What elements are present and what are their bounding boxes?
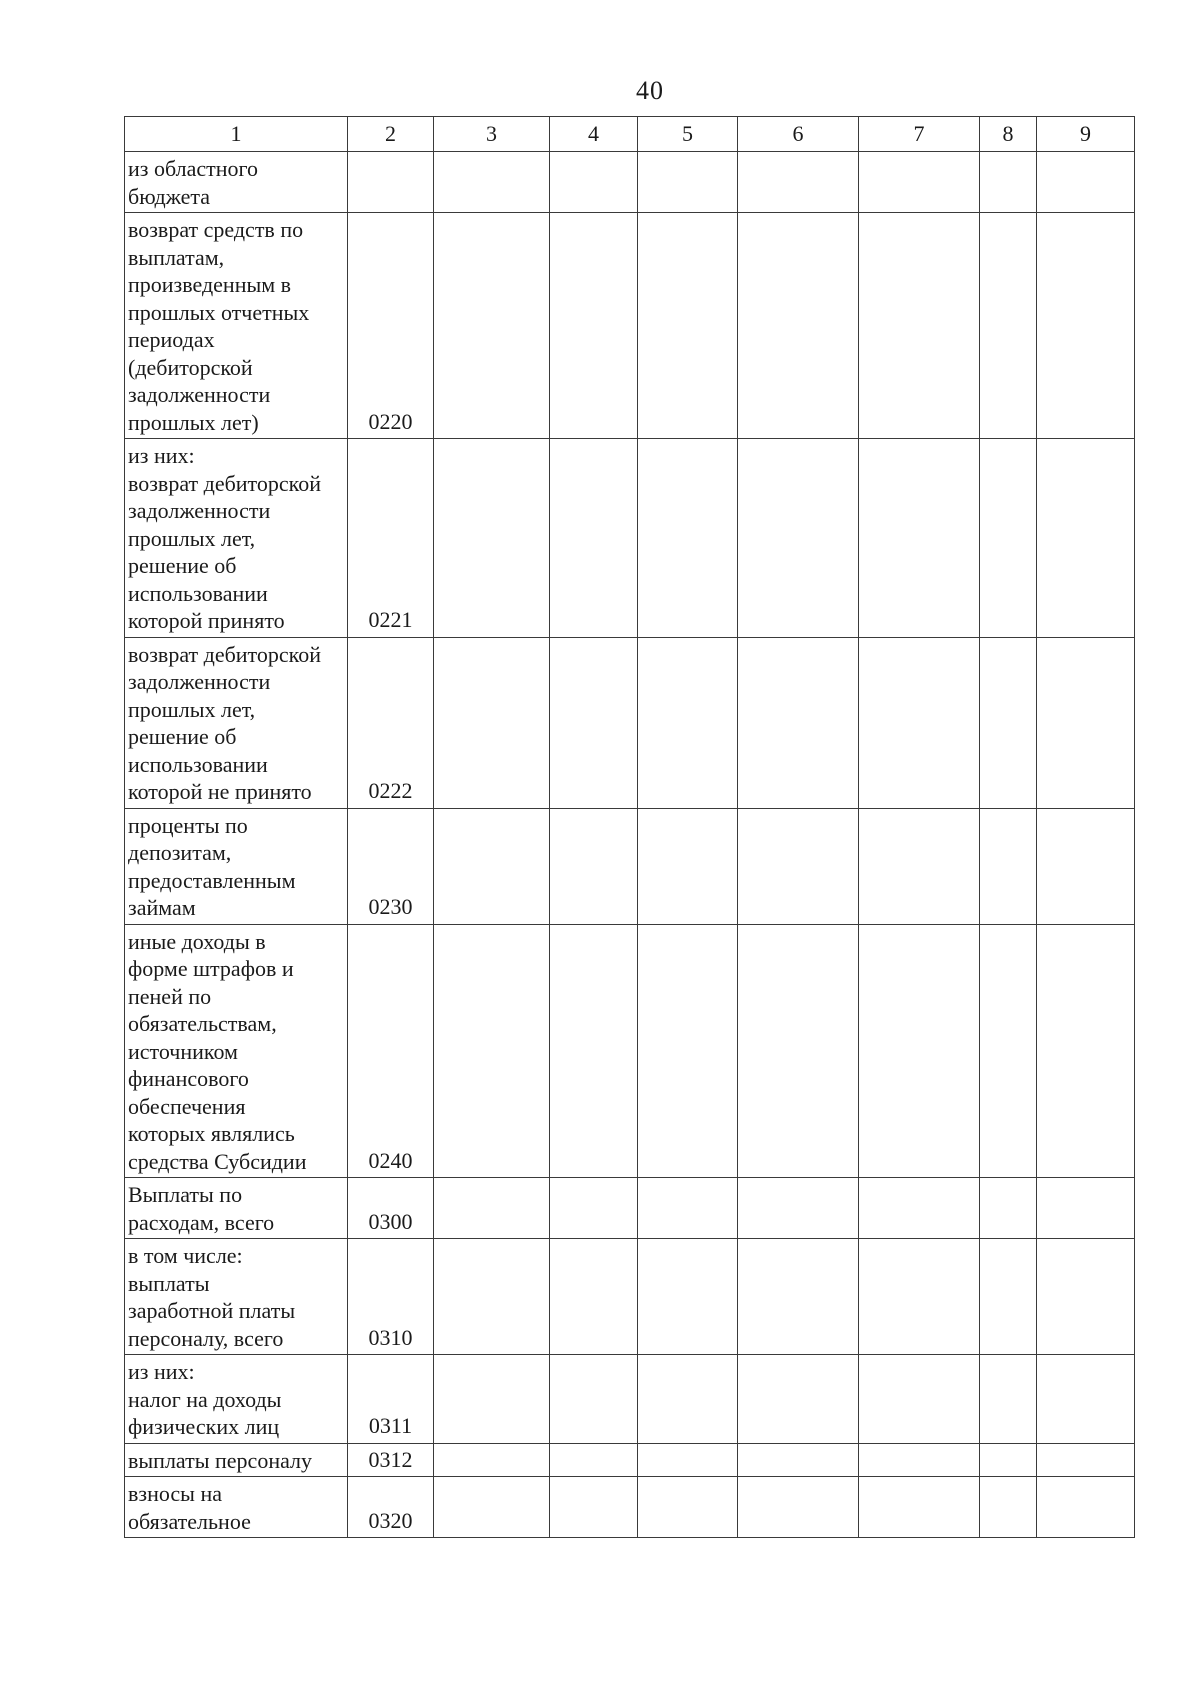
row-description: возврат дебиторской задолженности прошлых лет, решение об использовании которой не принято <box>125 637 348 808</box>
row-cell-col-5 <box>638 1239 738 1355</box>
row-cell-col-3 <box>434 1443 550 1477</box>
row-cell-col-9 <box>1037 152 1135 213</box>
row-cell-col-9 <box>1037 1477 1135 1538</box>
row-cell-col-3 <box>434 1477 550 1538</box>
column-header-7: 7 <box>859 117 980 152</box>
row-code: 0220 <box>348 213 434 439</box>
row-cell-col-5 <box>638 1477 738 1538</box>
row-code: 0320 <box>348 1477 434 1538</box>
row-cell-col-4 <box>550 1239 638 1355</box>
row-description: проценты по депозитам, предоставленным займам <box>125 808 348 924</box>
row-cell-col-8 <box>980 1178 1037 1239</box>
row-cell-col-3 <box>434 152 550 213</box>
row-cell-col-7 <box>859 1477 980 1538</box>
row-cell-col-6 <box>738 1477 859 1538</box>
row-cell-col-4 <box>550 1355 638 1444</box>
row-cell-col-8 <box>980 213 1037 439</box>
table-row <box>125 439 1135 638</box>
row-cell-col-9 <box>1037 1443 1135 1477</box>
table-row <box>125 808 1135 924</box>
row-cell-col-6 <box>738 1443 859 1477</box>
row-cell-col-4 <box>550 1178 638 1239</box>
row-cell-col-9 <box>1037 439 1135 638</box>
row-cell-col-9 <box>1037 1239 1135 1355</box>
row-cell-col-3 <box>434 808 550 924</box>
row-description: возврат средств по выплатам, произведенным в прошлых отчетных периодах (дебиторской задолженности прошлых лет) <box>125 213 348 439</box>
row-cell-col-9 <box>1037 924 1135 1178</box>
table-body <box>125 117 1135 1538</box>
row-description: из них: налог на доходы физических лиц <box>125 1355 348 1444</box>
column-header-6: 6 <box>738 117 859 152</box>
row-cell-col-5 <box>638 637 738 808</box>
row-code: 0221 <box>348 439 434 638</box>
row-cell-col-9 <box>1037 1355 1135 1444</box>
report-table <box>124 116 1135 1538</box>
row-description: иные доходы в форме штрафов и пеней по обязательствам, источником финансового обеспечения которых являлись средства Субсидии <box>125 924 348 1178</box>
row-cell-col-6 <box>738 1355 859 1444</box>
row-cell-col-3 <box>434 439 550 638</box>
column-header-1: 1 <box>125 117 348 152</box>
table-row <box>125 924 1135 1178</box>
row-cell-col-5 <box>638 924 738 1178</box>
row-cell-col-7 <box>859 1239 980 1355</box>
row-cell-col-4 <box>550 1443 638 1477</box>
row-cell-col-4 <box>550 439 638 638</box>
table-row <box>125 152 1135 213</box>
row-cell-col-9 <box>1037 213 1135 439</box>
row-cell-col-4 <box>550 152 638 213</box>
column-header-9: 9 <box>1037 117 1135 152</box>
row-cell-col-7 <box>859 439 980 638</box>
row-cell-col-6 <box>738 213 859 439</box>
row-cell-col-3 <box>434 637 550 808</box>
row-code: 0240 <box>348 924 434 1178</box>
row-cell-col-6 <box>738 924 859 1178</box>
row-cell-col-7 <box>859 637 980 808</box>
row-cell-col-3 <box>434 213 550 439</box>
row-description: Выплаты по расходам, всего <box>125 1178 348 1239</box>
row-cell-col-6 <box>738 1178 859 1239</box>
row-cell-col-5 <box>638 1178 738 1239</box>
column-header-3: 3 <box>434 117 550 152</box>
row-cell-col-3 <box>434 1239 550 1355</box>
row-cell-col-9 <box>1037 1178 1135 1239</box>
row-cell-col-3 <box>434 1178 550 1239</box>
row-cell-col-5 <box>638 1355 738 1444</box>
row-cell-col-9 <box>1037 808 1135 924</box>
row-code: 0310 <box>348 1239 434 1355</box>
column-header-4: 4 <box>550 117 638 152</box>
row-cell-col-5 <box>638 213 738 439</box>
row-cell-col-8 <box>980 808 1037 924</box>
row-description: из областного бюджета <box>125 152 348 213</box>
row-code: 0312 <box>348 1443 434 1477</box>
row-description: взносы на обязательное <box>125 1477 348 1538</box>
row-cell-col-8 <box>980 924 1037 1178</box>
row-cell-col-7 <box>859 808 980 924</box>
row-cell-col-6 <box>738 808 859 924</box>
row-cell-col-3 <box>434 1355 550 1444</box>
row-cell-col-8 <box>980 1443 1037 1477</box>
table-row <box>125 637 1135 808</box>
row-cell-col-4 <box>550 1477 638 1538</box>
row-cell-col-5 <box>638 1443 738 1477</box>
row-cell-col-7 <box>859 924 980 1178</box>
row-code: 0222 <box>348 637 434 808</box>
row-cell-col-5 <box>638 439 738 638</box>
row-cell-col-8 <box>980 1239 1037 1355</box>
row-cell-col-5 <box>638 808 738 924</box>
row-code: 0230 <box>348 808 434 924</box>
row-cell-col-8 <box>980 1355 1037 1444</box>
table-row <box>125 1477 1135 1538</box>
column-header-8: 8 <box>980 117 1037 152</box>
table-row <box>125 1239 1135 1355</box>
row-cell-col-5 <box>638 152 738 213</box>
row-cell-col-7 <box>859 152 980 213</box>
row-cell-col-8 <box>980 439 1037 638</box>
row-cell-col-7 <box>859 1355 980 1444</box>
row-code: 0300 <box>348 1178 434 1239</box>
page-number: 40 <box>636 76 664 105</box>
row-cell-col-4 <box>550 213 638 439</box>
row-cell-col-7 <box>859 213 980 439</box>
table-row <box>125 1178 1135 1239</box>
row-cell-col-4 <box>550 924 638 1178</box>
row-cell-col-6 <box>738 637 859 808</box>
row-cell-col-9 <box>1037 637 1135 808</box>
column-header-2: 2 <box>348 117 434 152</box>
row-code: 0311 <box>348 1355 434 1444</box>
row-cell-col-6 <box>738 152 859 213</box>
row-code <box>348 152 434 213</box>
row-description: выплаты персоналу <box>125 1443 348 1477</box>
row-cell-col-3 <box>434 924 550 1178</box>
row-cell-col-4 <box>550 637 638 808</box>
row-cell-col-4 <box>550 808 638 924</box>
row-cell-col-8 <box>980 1477 1037 1538</box>
table-row <box>125 213 1135 439</box>
table-row <box>125 1443 1135 1477</box>
row-cell-col-6 <box>738 1239 859 1355</box>
row-cell-col-8 <box>980 637 1037 808</box>
row-description: из них: возврат дебиторской задолженности прошлых лет, решение об использовании которой принято <box>125 439 348 638</box>
column-header-5: 5 <box>638 117 738 152</box>
row-cell-col-7 <box>859 1178 980 1239</box>
table-row <box>125 1355 1135 1444</box>
row-description: в том числе: выплаты заработной платы персоналу, всего <box>125 1239 348 1355</box>
row-cell-col-8 <box>980 152 1037 213</box>
row-cell-col-7 <box>859 1443 980 1477</box>
row-cell-col-6 <box>738 439 859 638</box>
table-header-row <box>125 117 1135 152</box>
